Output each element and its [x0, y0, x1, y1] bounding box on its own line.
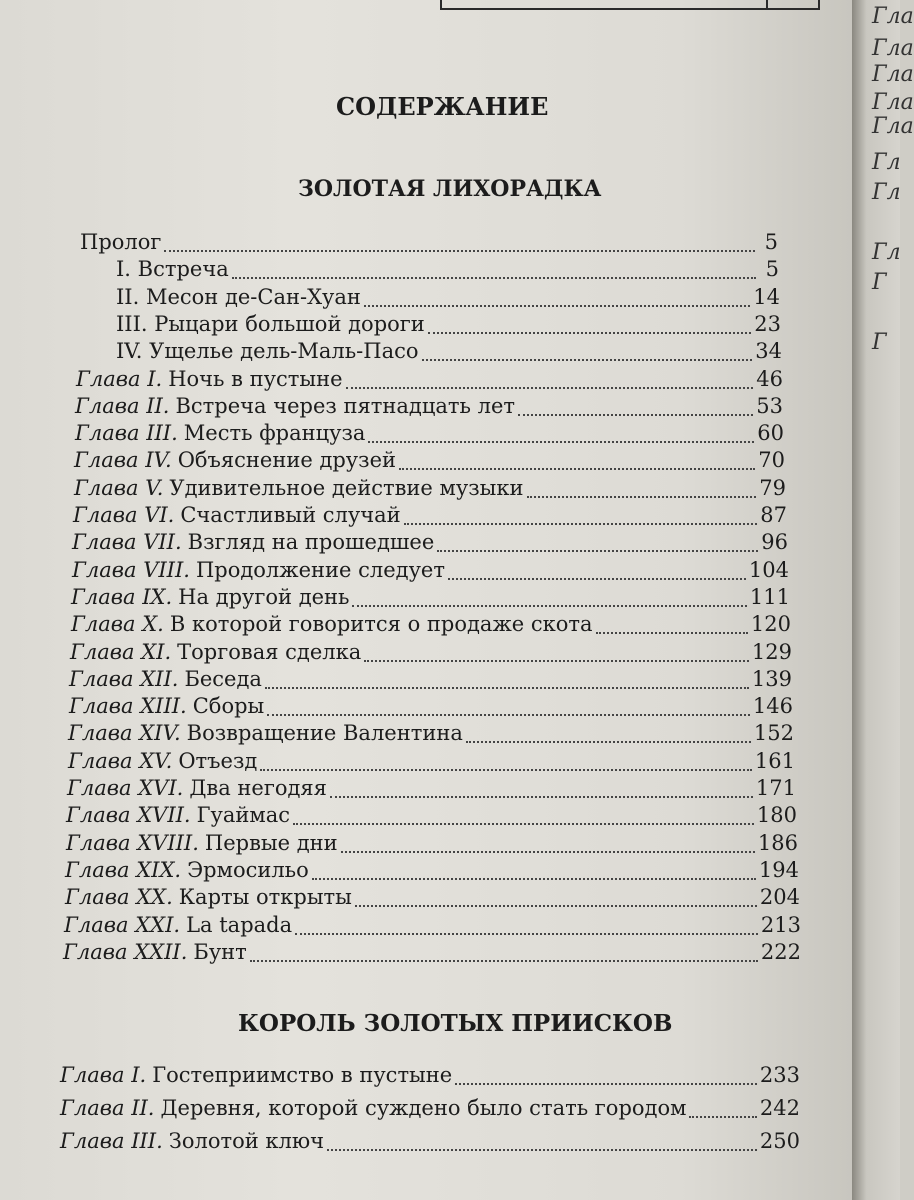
- page-heading: СОДЕРЖАНИЕ: [336, 92, 549, 121]
- page-number: 186: [757, 830, 798, 855]
- leader-dots: [428, 332, 751, 334]
- chapter-label: Глава XV.: [68, 748, 173, 773]
- chapter-title: Ночь в пустыне: [168, 366, 343, 391]
- leader-dots: [295, 933, 758, 935]
- chapter-title: Отъезд: [178, 748, 258, 773]
- chapter-title: I. Встреча: [116, 257, 229, 282]
- page-number: 120: [750, 612, 791, 637]
- leader-dots: [330, 796, 753, 798]
- chapter-title: Первые дни: [204, 830, 338, 855]
- chapter-label: Глава XIV.: [68, 721, 181, 746]
- chapter-label: Глава II.: [75, 393, 170, 418]
- chapter-title: Беседа: [184, 666, 262, 691]
- leader-dots: [250, 960, 758, 962]
- page-number: 96: [761, 530, 788, 555]
- chapter-label: Глава II.: [60, 1096, 155, 1120]
- chapter-label: Глава XVIII.: [66, 830, 199, 855]
- chapter-title: Гостеприимство в пустыне: [152, 1063, 453, 1087]
- toc-entry: [72, 530, 788, 558]
- chapter-label: Глава VII.: [72, 530, 182, 555]
- facing-page-text-fragment: Гла: [872, 36, 914, 61]
- facing-page-text-fragment: Гла: [872, 114, 914, 139]
- toc-entry: [116, 312, 781, 340]
- page-number: 152: [753, 721, 794, 746]
- leader-dots: [260, 769, 752, 771]
- chapter-title: III. Рыцари большой дороги: [116, 311, 425, 336]
- toc-entry: [69, 667, 792, 695]
- page-number: 250: [759, 1129, 800, 1153]
- page-number: 5: [764, 230, 778, 254]
- page-number: 111: [749, 584, 790, 609]
- page-number: 70: [758, 448, 785, 473]
- leader-dots: [312, 878, 756, 880]
- toc-entry: [116, 339, 782, 367]
- chapter-title: Гуаймас: [196, 803, 291, 828]
- chapter-title: Карты открыты: [178, 885, 352, 910]
- leader-dots: [689, 1116, 756, 1118]
- leader-dots: [265, 687, 749, 689]
- chapter-label: Глава XIX.: [65, 857, 182, 882]
- chapter-title: II. Месон де-Сан-Хуан: [116, 284, 361, 309]
- leader-dots: [596, 632, 748, 634]
- chapter-title: На другой день: [178, 584, 350, 609]
- page-number: 146: [752, 694, 793, 719]
- toc-entry: [65, 858, 799, 886]
- chapter-label: Глава VIII.: [72, 557, 190, 582]
- toc-entry: [60, 1096, 800, 1124]
- chapter-label: Глава III.: [60, 1129, 163, 1153]
- chapter-label: Глава IV.: [74, 448, 172, 473]
- toc-entry: [73, 503, 787, 531]
- leader-dots: [327, 1149, 757, 1151]
- chapter-title: IV. Ущелье дель-Маль-Пасо: [116, 339, 419, 364]
- section-title-gold-fever: ЗОЛОТАЯ ЛИХОРАДКА: [298, 176, 602, 202]
- leader-dots: [437, 550, 758, 552]
- toc-entry: [63, 940, 801, 968]
- facing-page-text-fragment: Г: [872, 330, 887, 355]
- toc-entry: [70, 640, 792, 668]
- toc-entry: [72, 558, 789, 586]
- chapter-title: Продолжение следует: [195, 557, 445, 582]
- page-number: 46: [756, 366, 783, 391]
- leader-dots: [346, 387, 754, 389]
- page-number: 53: [756, 393, 783, 418]
- page-number: 129: [751, 639, 792, 664]
- toc-entry: [60, 1063, 800, 1091]
- leader-dots: [293, 823, 754, 825]
- chapter-title: Пролог: [80, 230, 162, 254]
- chapter-label: Глава XVI.: [67, 776, 184, 800]
- chapter-label: Глава XI.: [70, 639, 172, 664]
- leader-dots: [448, 578, 746, 580]
- chapter-label: Глава XX.: [65, 885, 173, 910]
- chapter-label: Глава XVII.: [66, 803, 191, 828]
- toc-entry: [116, 285, 780, 313]
- chapter-label: Глава XXI.: [64, 912, 181, 937]
- chapter-title: Золотой ключ: [168, 1129, 325, 1153]
- toc-entry: [80, 230, 778, 258]
- page-number: 180: [756, 803, 797, 828]
- chapter-title: Встреча через пятнадцать лет: [175, 393, 516, 418]
- chapter-label: Глава X.: [71, 612, 164, 637]
- page-number: 242: [759, 1096, 800, 1120]
- facing-page-text-fragment: Гла: [872, 62, 914, 87]
- facing-page-text-fragment: Гл: [872, 150, 901, 175]
- chapter-label: Глава I.: [76, 366, 163, 391]
- chapter-label: Глава XIII.: [69, 694, 187, 719]
- leader-dots: [364, 305, 750, 307]
- chapter-label: Глава VI.: [73, 503, 175, 527]
- chapter-title: Бунт: [193, 939, 247, 964]
- page-number: 14: [753, 284, 780, 309]
- chapter-label: Глава V.: [74, 475, 164, 500]
- facing-page-text-fragment: Гла: [872, 4, 914, 29]
- toc-entry: [65, 885, 800, 913]
- leader-dots: [267, 714, 750, 716]
- page-number: 139: [751, 666, 792, 691]
- toc-entry: [75, 394, 783, 422]
- leader-dots: [404, 523, 758, 525]
- chapter-title: Месть француза: [183, 421, 366, 446]
- leader-dots: [527, 496, 757, 498]
- facing-page-text-fragment: Гла: [872, 90, 914, 115]
- toc-entry: [67, 776, 796, 804]
- leader-dots: [355, 905, 757, 907]
- chapter-label: Глава I.: [60, 1063, 147, 1087]
- chapter-title: Два негодяя: [189, 776, 327, 800]
- page-number: 204: [759, 885, 800, 910]
- page-number: 233: [759, 1063, 800, 1087]
- toc-entry: [116, 257, 779, 285]
- toc-entry: [66, 831, 798, 859]
- chapter-title: Деревня, которой суждено было стать городом: [160, 1096, 687, 1120]
- leader-dots: [352, 605, 746, 607]
- chapter-title: Возвращение Валентина: [186, 721, 463, 746]
- chapter-title: Взгляд на прошедшее: [187, 530, 435, 555]
- chapter-title: Удивительное действие музыки: [169, 475, 524, 500]
- leader-dots: [518, 414, 753, 416]
- page-number: 213: [760, 912, 801, 937]
- toc-entry: [66, 803, 797, 831]
- chapter-label: Глава XII.: [69, 666, 179, 691]
- toc-entry: [74, 476, 786, 504]
- page-number: 34: [755, 339, 782, 364]
- leader-dots: [399, 468, 755, 470]
- page-number: 5: [765, 257, 779, 282]
- leader-dots: [164, 250, 755, 252]
- toc-entry: [64, 913, 801, 941]
- toc-entry: [68, 721, 794, 749]
- chapter-title: Счастливый случай: [180, 503, 401, 527]
- toc-entry: [68, 749, 795, 777]
- chapter-label: Глава XXII.: [63, 939, 188, 964]
- leader-dots: [368, 441, 754, 443]
- facing-page-text-fragment: Гл: [872, 180, 901, 205]
- chapter-title: La tapada: [186, 912, 293, 937]
- facing-page-edge: [852, 0, 914, 1200]
- chapter-title: Эрмосильо: [187, 857, 309, 882]
- leader-dots: [422, 359, 753, 361]
- chapter-label: Глава IX.: [71, 584, 173, 609]
- chapter-title: Торговая сделка: [177, 639, 362, 664]
- toc-entry: [60, 1129, 800, 1157]
- page-number: 79: [759, 475, 786, 500]
- decorative-frame: [440, 0, 820, 10]
- chapter-label: Глава III.: [75, 421, 178, 446]
- toc-entry: [69, 694, 793, 722]
- facing-page-text-fragment: Г: [872, 270, 887, 295]
- page-number: 60: [757, 421, 784, 446]
- chapter-title: Сборы: [192, 694, 265, 719]
- toc-entry: [76, 367, 783, 395]
- toc-entry: [74, 448, 785, 476]
- toc-entry: [71, 612, 791, 640]
- toc-entry: [71, 585, 790, 613]
- page-number: 222: [760, 939, 801, 964]
- leader-dots: [455, 1083, 757, 1085]
- chapter-title: Объяснение друзей: [177, 448, 397, 473]
- page-number: 104: [748, 557, 789, 582]
- page-number: 23: [754, 311, 781, 336]
- facing-page-text-fragment: Гл: [872, 240, 901, 265]
- leader-dots: [466, 741, 751, 743]
- page-number: 161: [754, 748, 795, 773]
- toc-entry: [75, 421, 784, 449]
- chapter-title: В которой говорится о продаже скота: [169, 612, 593, 637]
- page-number: 171: [755, 776, 796, 800]
- page-number: 87: [760, 503, 787, 527]
- leader-dots: [364, 660, 749, 662]
- leader-dots: [232, 277, 756, 279]
- leader-dots: [341, 851, 755, 853]
- page-number: 194: [758, 857, 799, 882]
- section-title-gold-king: КОРОЛЬ ЗОЛОТЫХ ПРИИСКОВ: [238, 1010, 673, 1037]
